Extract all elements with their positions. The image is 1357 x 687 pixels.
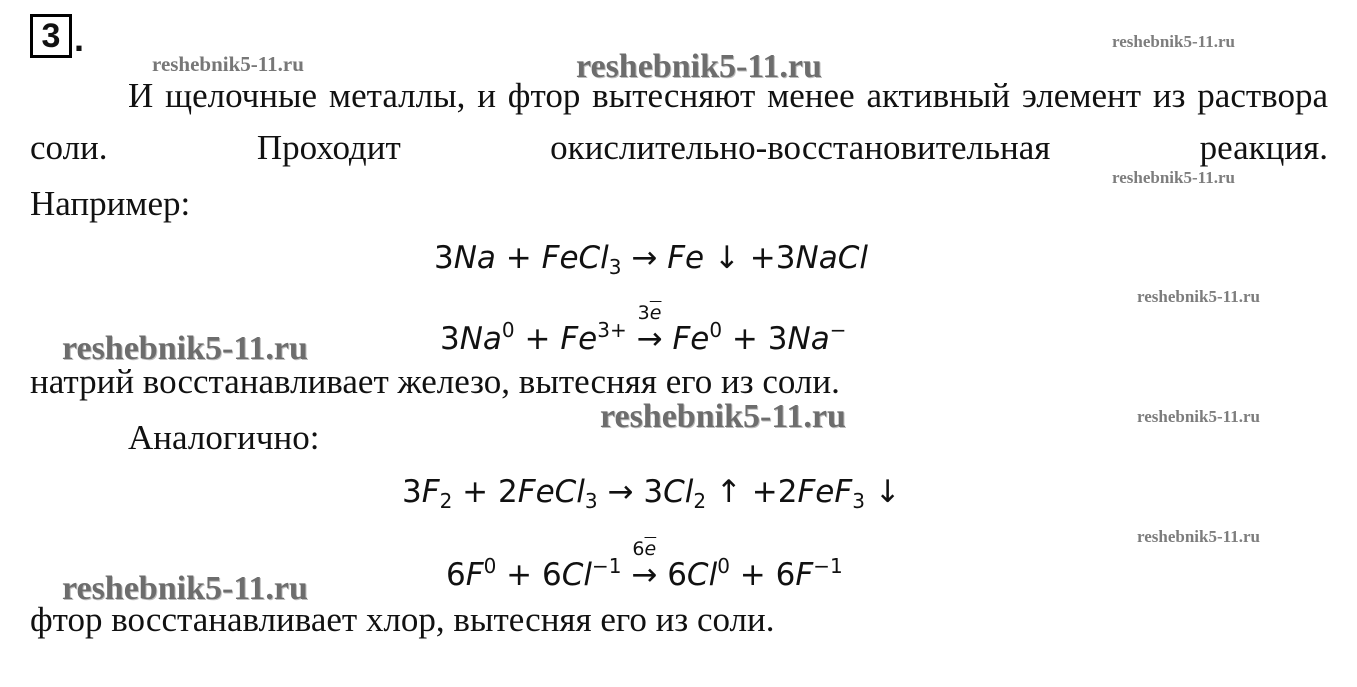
task-number-box [30, 14, 72, 58]
watermark: reshebnik5-11.ru [62, 330, 308, 367]
watermark: reshebnik5-11.ru [1112, 32, 1235, 51]
equation-molecular-f: $3F_2$ + 2FeCl$_3$ → $3Cl_2$ ↑ +2FeF$_3$ ↓ [402, 474, 901, 513]
electron-transfer-arrow: $3\overline{e}$ → [636, 302, 663, 357]
watermark: reshebnik5-11.ru [1137, 407, 1260, 426]
watermark: reshebnik5-11.ru [1112, 168, 1235, 187]
electron-transfer-arrow: $6\overline{e}$ → [631, 538, 658, 593]
intro-paragraph: И щелочные металлы, и фтор вытесняют менее активный элемент из раствора соли. Проходит окислительно-восстановительная реакция. [30, 76, 1328, 167]
equation-electronic-na: $3Na^0 + Fe^{3+}$ $3\overline{e}$ → $Fe^0 + 3Na^-$ [440, 302, 847, 357]
conclusion-sodium: натрий восстанавливает железо, вытесняя его из соли. [30, 362, 840, 401]
equation-molecular-na: 3Na + FeCl$_3$ → Fe ↓ +3NaCl [434, 240, 868, 279]
watermark: reshebnik5-11.ru [576, 48, 822, 85]
watermark: reshebnik5-11.ru [62, 570, 308, 607]
task-number: 3 [41, 17, 61, 55]
watermark: reshebnik5-11.ru [1137, 287, 1260, 306]
intro-paragraph-end: Например: [30, 184, 191, 223]
conclusion-fluorine: фтор восстанавливает хлор, вытесняя его из соли. [30, 600, 775, 639]
watermark: reshebnik5-11.ru [1137, 527, 1260, 546]
watermark: reshebnik5-11.ru [152, 52, 304, 76]
task-number-dot: . [74, 18, 85, 59]
analog-label: Аналогично: [128, 418, 320, 457]
equation-electronic-f: $6F^0 + 6Cl^{-1}$ $6\overline{e}$ → $6Cl^0 + 6F^{-1}$ [446, 538, 843, 593]
watermark: reshebnik5-11.ru [600, 398, 846, 435]
